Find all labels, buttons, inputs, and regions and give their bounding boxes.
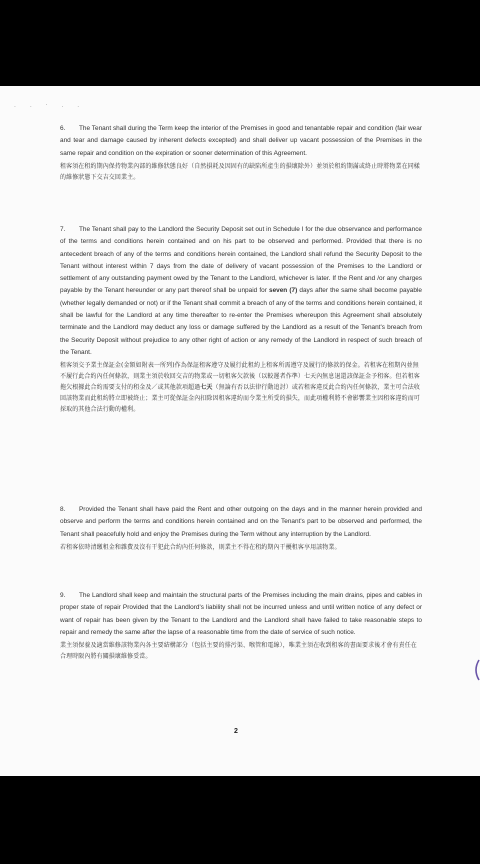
scan-edge-mark	[472, 659, 480, 681]
scan-specks: . . · . .	[14, 102, 86, 109]
clause-8-number: 8.	[60, 506, 66, 513]
clause-7-chinese	[60, 360, 422, 415]
page-number: 2	[234, 728, 238, 735]
clause-8-text: Provided the Tenant shall have paid the Rent and other outgoing on the days and in the manner herein provided and observe and perform the terms and conditions herein contained and on the Tenant's part to be observed and performed, the Tenant shall peacefully hold and enjoy the Premises during the Term without any interruption by the Landlord.	[60, 506, 422, 538]
clause-7-chinese-bold: 七天	[200, 384, 213, 392]
clause-6-english	[60, 123, 422, 160]
clause-8-english	[60, 504, 422, 541]
document-page	[0, 86, 480, 776]
clause-7-number: 7.	[60, 226, 66, 233]
clause-9-english	[60, 590, 422, 639]
clause-9-chinese: 業主須保養及適當維修該物業內各主要結構部分（包括主要的排污渠、喉管和電線），唯業主須在收到租客的書面要求後才會有責任在合理時限內將有關損壞維修妥當。	[60, 642, 417, 661]
clause-8	[60, 504, 422, 553]
clause-6-text: The Tenant shall during the Term keep the interior of the Premises in good and tenantable repair and condition (fair wear and tear and damage caused by inherent defects excepted) and shall deliver up vacant possession of the Premises in the same repair and condition on the expiration or sooner determination of this Agreement.	[60, 125, 422, 157]
clause-6-chinese: 租客須在租約期內保持物業內部的維修狀態良好（自然損耗及因固有的缺陷所產生的損壞除外）並須於租約期滿或終止時將物業在同樣的維修狀態下交吉交回業主。	[60, 162, 420, 181]
clause-8-chinese: 若租客依時清繳租金和雜費及沒有干犯此合約內任何條款，則業主不得在租約期內干擾租客享用該物業。	[60, 543, 341, 551]
clause-9-text: The Landlord shall keep and maintain the structural parts of the Premises including the main drains, pipes and cables in proper state of repair Provided that the Landlord's liability shall not be incurred unless and until written notice of any defect or want of repair has been given by the Tenant to the Landlord and the Landlord shall have failed to take reasonable steps to repair and remedy the same after the lapse of a reasonable time from the date of service of such notice.	[60, 592, 422, 636]
clause-6	[60, 123, 422, 183]
clause-7-chinese-part2: （無論有否以法律行動追討）或若租客違反此合約內任何條款，業主可合法收回該物業而此租約將立即被終止；業主可從保証金內扣除因租客違約而令業主所受的損失，而此項權利將不會影響業主因租客違約而可採取的其他合法行動的權利。	[60, 384, 420, 414]
clause-7-english	[60, 224, 422, 359]
clause-6-number: 6.	[60, 125, 66, 132]
clause-9-number: 9.	[60, 592, 66, 599]
clause-7	[60, 224, 422, 415]
clause-9	[60, 590, 422, 662]
clause-7-bold-days: seven (7)	[268, 287, 298, 295]
clause-7-text-part2: days after the same shall become payable (whether legally demanded or not) or if the Tenant shall commit a breach of any of the terms and conditions herein contained, it shall be lawful for the Landlord at any time thereafter to re-enter the Premises whereupon this Agreement shall absolutely terminate and the Landlord may deduct any loss or damage suffered by the Landlord as a result of the Tenant's breach from the Security Deposit without prejudice to any other right of action or any remedy of the Landlord in respect of such breach of the Tenant.	[60, 287, 422, 356]
clause-7-text-part1: The Tenant shall pay to the Landlord the Security Deposit set out in Schedule I for the due observance and performance of the terms and conditions herein contained and on his part to be observed and performed. Provided that there is no antecedent breach of any of the terms and conditions herein contained, the Landlord shall refund the Security Deposit to the Tenant without interest within 7 days from the date of delivery of vacant possession of the Premises to the Landlord or settlement of any outstanding payment owed by the Tenant to the Landlord, whichever is later. If the Rent and /or any charges payable by the Tenant hereunder or any part thereof shall be unpaid for	[60, 226, 422, 295]
clause-7-chinese-part1: 租客須交予業主保証金(金額如附表一所列)作為保証租客遵守及履行此租約上租客所需遵守及履行的條款的保金。若租客在租期內並無不履行此合約內任何條款，則業主須於收回交吉的物業或一切租客欠款後（以較遲者作準）七天內無息退還該保証金予租客。但若租客拖欠根據此合約需要支付的租金及／或其他款項超過	[60, 362, 420, 392]
